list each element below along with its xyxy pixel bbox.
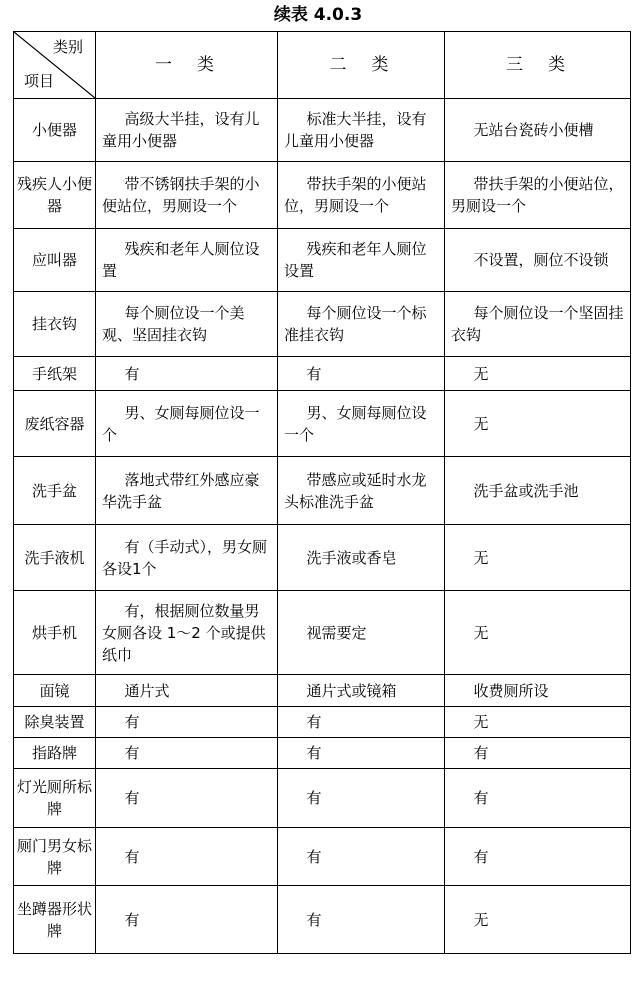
class-3-cell [445, 738, 631, 769]
cell-text: 无 [473, 364, 489, 383]
cell-text: 标准大半挂，设有儿童用小便器 [284, 110, 427, 150]
class-2-cell [278, 99, 445, 162]
cell-text: 洗手盆或洗手池 [473, 481, 579, 500]
class-1-cell [96, 292, 278, 357]
class-3-cell [445, 99, 631, 162]
cell-text: 每个厕位设一个坚固挂衣钩 [451, 304, 624, 344]
class-1-cell [96, 738, 278, 769]
class-3-cell [445, 391, 631, 457]
header-row [14, 32, 631, 99]
item-label: 项目 [24, 72, 55, 90]
cell-text: 无 [473, 910, 489, 929]
table-row [14, 162, 631, 229]
table-row [14, 769, 631, 828]
class-3-cell [445, 675, 631, 707]
header-class-1: 一 类 [96, 32, 278, 99]
cell-text: 残疾和老年人厕位设置 [102, 240, 260, 280]
class-2-cell [278, 769, 445, 828]
table-row [14, 457, 631, 525]
class-1-cell [96, 162, 278, 229]
cell-text: 有 [473, 744, 489, 762]
table-row [14, 525, 631, 591]
class-3-cell [445, 357, 631, 391]
class-2-cell [278, 591, 445, 675]
cell-text: 每个厕位设一个美观、坚固挂衣钩 [102, 304, 245, 344]
cell-text: 通片式 [124, 681, 170, 700]
table-row [14, 99, 631, 162]
table-row [14, 828, 631, 886]
cell-text: 有 [124, 713, 140, 731]
table-row [14, 738, 631, 769]
cell-text: 不设置，厕位不设锁 [473, 251, 609, 269]
class-3-cell [445, 229, 631, 292]
class-3-cell [445, 828, 631, 886]
cell-text: 男、女厕每厕位设一个 [102, 403, 260, 444]
row-item: 烘手机 [14, 591, 96, 675]
cell-text: 有 [473, 789, 489, 807]
table-row [14, 886, 631, 954]
row-item: 小便器 [14, 99, 96, 162]
table-row [14, 391, 631, 457]
class-3-cell [445, 591, 631, 675]
cell-text: 有 [306, 789, 322, 807]
class-1-cell [96, 591, 278, 675]
cell-text: 有（手动式），男女厕各设1个 [102, 537, 268, 578]
class-3-cell [445, 707, 631, 738]
cell-text: 有 [306, 364, 322, 383]
class-1-cell [96, 99, 278, 162]
cell-text: 高级大半挂，设有儿童用小便器 [102, 110, 260, 150]
cell-text: 带扶手架的小便站位，男厕设一个 [451, 175, 624, 215]
cell-text: 有 [124, 364, 140, 383]
class-1-cell [96, 229, 278, 292]
cell-text: 无 [473, 713, 489, 731]
corner-cell [14, 32, 96, 99]
class-2-cell [278, 357, 445, 391]
cell-text: 男、女厕每厕位设一个 [284, 403, 427, 444]
row-item: 坐蹲器形状牌 [14, 886, 96, 954]
row-item: 面镜 [14, 675, 96, 707]
table-row [14, 229, 631, 292]
row-item: 挂衣钩 [14, 292, 96, 357]
cell-text: 有，根据厕位数量男女厕各设 1～2 个或提供纸巾 [102, 601, 266, 664]
cell-text: 有 [124, 910, 140, 929]
cell-text: 落地式带红外感应豪华洗手盆 [102, 470, 260, 511]
class-1-cell [96, 357, 278, 391]
class-2-cell [278, 292, 445, 357]
cell-text: 带扶手架的小便站位，男厕设一个 [284, 175, 427, 215]
class-1-cell [96, 707, 278, 738]
row-item: 厕门男女标牌 [14, 828, 96, 886]
class-1-cell [96, 525, 278, 591]
row-item: 指路牌 [14, 738, 96, 769]
class-2-cell [278, 525, 445, 591]
class-2-cell [278, 162, 445, 229]
table-row [14, 292, 631, 357]
cell-text: 洗手液或香皂 [306, 548, 397, 567]
cell-text: 带不锈钢扶手架的小便站位，男厕设一个 [102, 175, 260, 215]
category-label: 类别 [52, 38, 83, 56]
class-2-cell [278, 828, 445, 886]
table-row [14, 591, 631, 675]
header-class-2: 二 类 [278, 32, 445, 99]
row-item: 洗手液机 [14, 525, 96, 591]
class-3-cell [445, 457, 631, 525]
cell-text: 有 [124, 789, 140, 807]
class-2-cell [278, 229, 445, 292]
cell-text: 无 [473, 548, 489, 567]
table-row [14, 675, 631, 707]
cell-text: 每个厕位设一个标准挂衣钩 [284, 304, 427, 344]
cell-text: 有 [306, 744, 322, 762]
row-item: 洗手盆 [14, 457, 96, 525]
table-title: 续表 4.0.3 [273, 5, 363, 25]
row-item: 应叫器 [14, 229, 96, 292]
class-2-cell [278, 675, 445, 707]
cell-text: 通片式或镜箱 [306, 681, 397, 700]
row-item: 残疾人小便器 [14, 162, 96, 229]
cell-text: 视需要定 [306, 623, 367, 642]
cell-text: 有 [306, 713, 322, 731]
class-1-cell [96, 828, 278, 886]
class-2-cell [278, 738, 445, 769]
facility-table [13, 31, 631, 954]
class-1-cell [96, 886, 278, 954]
header-class-3: 三 类 [445, 32, 631, 99]
class-3-cell [445, 162, 631, 229]
cell-text: 有 [124, 847, 140, 866]
class-2-cell [278, 707, 445, 738]
row-item: 灯光厕所标牌 [14, 769, 96, 828]
cell-text: 有 [124, 744, 140, 762]
cell-text: 带感应或延时水龙头标准洗手盆 [284, 470, 427, 511]
row-item: 手纸架 [14, 357, 96, 391]
cell-text: 收费厕所设 [473, 681, 549, 700]
row-item: 废纸容器 [14, 391, 96, 457]
class-3-cell [445, 292, 631, 357]
cell-text: 有 [306, 910, 322, 929]
cell-text: 无站台瓷砖小便槽 [473, 121, 594, 139]
cell-text: 残疾和老年人厕位设置 [284, 240, 427, 280]
class-1-cell [96, 457, 278, 525]
cell-text: 有 [306, 847, 322, 866]
cell-text: 无 [473, 623, 489, 642]
class-3-cell [445, 886, 631, 954]
class-1-cell [96, 391, 278, 457]
class-3-cell [445, 769, 631, 828]
table-row [14, 707, 631, 738]
cell-text: 无 [473, 414, 489, 433]
class-2-cell [278, 457, 445, 525]
class-2-cell [278, 391, 445, 457]
cell-text: 有 [473, 847, 489, 866]
class-2-cell [278, 886, 445, 954]
table-row [14, 357, 631, 391]
class-1-cell [96, 769, 278, 828]
row-item: 除臭装置 [14, 707, 96, 738]
class-1-cell [96, 675, 278, 707]
class-3-cell [445, 525, 631, 591]
